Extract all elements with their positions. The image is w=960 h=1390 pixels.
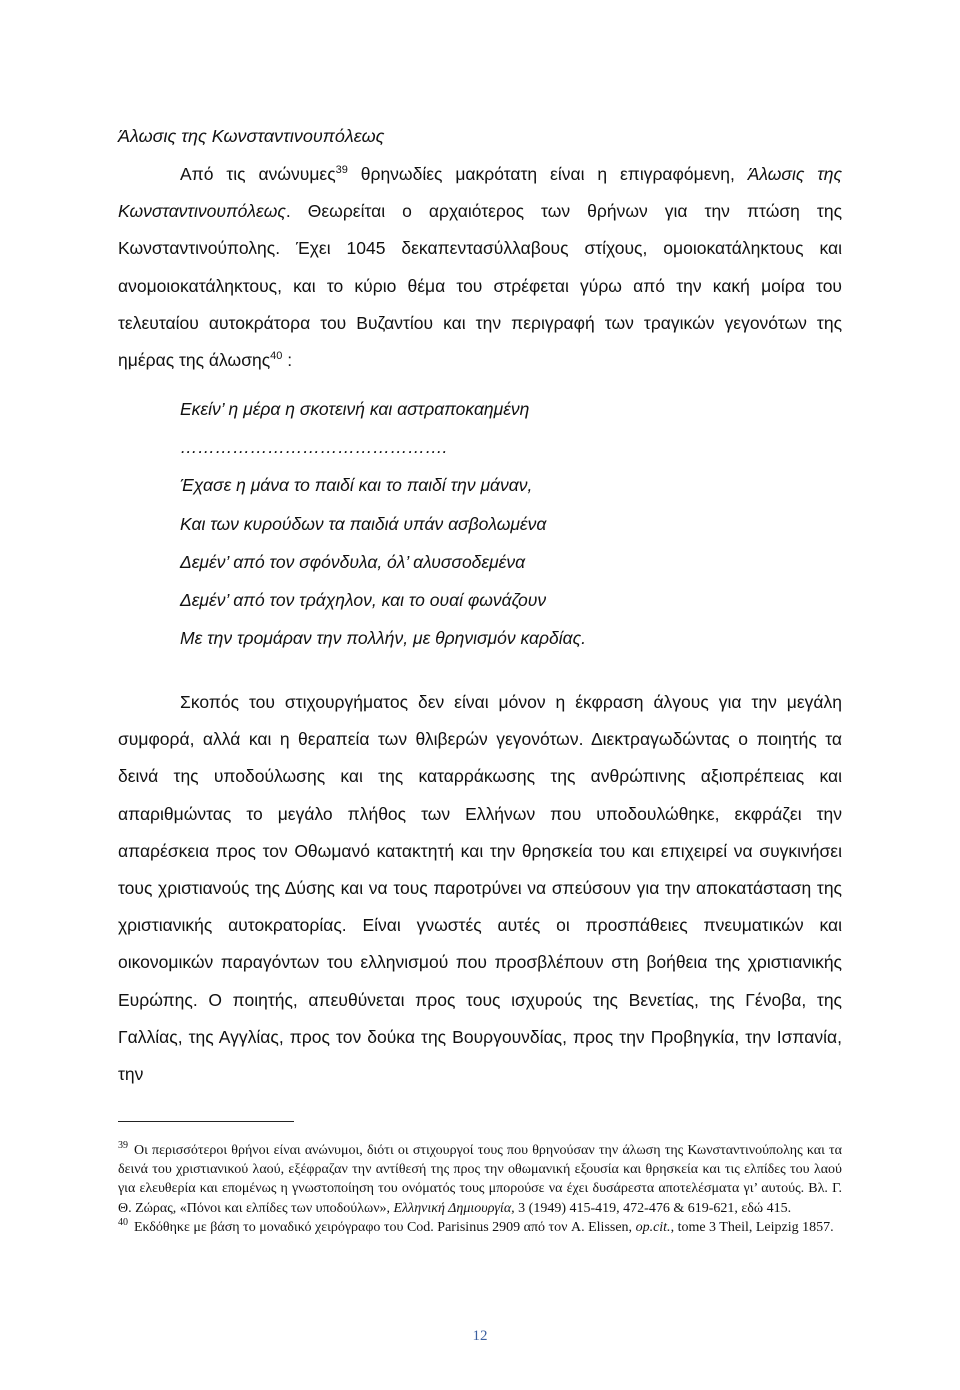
- para1-text-2: θρηνωδίες μακρότατη είναι η επιγραφόμενη,: [347, 164, 748, 184]
- footnote-ref-40[interactable]: 40: [270, 350, 283, 363]
- poem-line: Και των κυρούδων τα παιδιά υπάν ασβολωμένα: [180, 513, 547, 534]
- footnote-ref-39[interactable]: 39: [335, 164, 348, 177]
- footnote-text: Εκδόθηκε με βάση το μοναδικό χειρόγραφο του Cod. Parisinus 2909 από τον A. Elissen,: [134, 1219, 636, 1235]
- footnote-mark: 40: [118, 1217, 128, 1229]
- footnote-text: Οι περισσότεροι θρήνοι είναι ανώνυμοι, διότι οι στιχουργοί τους που θρηνούσαν την άλωση της Κωνσταντινούπολης και τα δεινά του χριστιανικού λαού, εξέφραζαν την αντίθεσή της προς την οθωμανική εξουσία και θρησκεία και τις ελπίδες του λαού για ελευθερία και επομένως η γνωστοποίηση του ονόματός τους μπορούσε να έχει δυσάρεστα αποτελέσματα γι’ αυτούς. Βλ. Γ. Θ. Ζώρας, «Πόνοι και ελπίδες των υποδούλων»,: [118, 1143, 842, 1216]
- footnote-separator: [118, 1121, 294, 1122]
- para1-text-4: :: [282, 350, 293, 371]
- poem-ellipsis-line: ……………………………………….: [180, 437, 448, 458]
- footnote-italic-source: Ελληνική Δημιουργία,: [393, 1200, 515, 1216]
- work-title: Άλωσις της Κωνσταντινουπόλεως: [118, 164, 842, 222]
- para2-text: Σκοπός του στιχουργήματος δεν είναι μόνον η έκφραση άλγους για την μεγάλη συμφορά, αλλά και η θεραπεία των θλιβερών γεγονότων. Διεκτραγωδώντας ο ποιητής τα δεινά της υποδούλωσης και της καταρράκωσης της ανθρώπινης αξιοπρέπειας και απαριθμώντας το μεγάλο πλήθος των Ελλήνων που υποδουλώθηκε, εκφράζει την απαρέσκεια προς τον Οθωμανό κατακτητή και την θρησκεία του και επιχειρεί να συγκινήσει τους χριστιανούς της Δύσης και να τους παροτρύνει να σπεύσουν για την αποκατάσταση της χριστιανικής αυτοκρατορίας. Είναι γνωστές αυτές οι προσπάθειες πνευματικών και οικονομικών παραγόντων του ελληνισμού που προσβλέπουν στη βοήθεια της χριστιανικής Ευρώπης. Ο ποιητής, απευθύνεται προς τους ισχυρούς της Βενετίας, της Γένοβα, της Γαλλίας, της Αγγλίας, προς τον δούκα της Βουργουνδίας, προς την Προβηγκία, την Ισπανία, την: [118, 692, 842, 1085]
- section-heading: Άλωσις της Κωνσταντινουπόλεως: [118, 126, 385, 146]
- footnote-40: [118, 1218, 842, 1237]
- poem-excerpt: [180, 390, 840, 657]
- footnotes: [118, 1141, 842, 1237]
- poem-line: Δεμέν’ από τον σφόνδυλα, όλ’ αλυσσοδεμένα: [180, 551, 526, 572]
- footnote-text: 3 (1949) 415-419, 472-476 & 619-621, εδώ 415.: [514, 1200, 792, 1216]
- body-paragraph-1: [118, 156, 842, 379]
- poem-line: Με την τρομάραν την πολλήν, με θρηνισμόν καρδίας.: [180, 628, 586, 649]
- body-paragraph-2: [118, 684, 842, 1093]
- footnote-italic-source: op.cit.: [635, 1219, 671, 1235]
- poem-line: Έχασε η μάνα το παιδί και το παιδί την μάναν,: [180, 475, 533, 496]
- footnote-mark: 39: [118, 1140, 128, 1152]
- para1-text-3: . Θεωρείται ο αρχαιότερος των θρήνων για την πτώση της Κωνσταντινούπολης. Έχει 1045 δεκαπεντασύλλαβους στίχους, ομοιοκατάληκτους και ανομοιοκατάληκτους, και το κύριο θέμα του στρέφεται γύρω από την κακή μοίρα του τελευταίου αυτοκράτορα του Βυζαντίου και την περιγραφή των τραγικών γεγονότων της ημέρας της άλωσης: [118, 201, 842, 371]
- para1-text-1: Από τις ανώνυμες: [180, 164, 336, 184]
- poem-line: Δεμέν’ από τον τράχηλον, και το ουαί φωνάζουν: [180, 590, 547, 611]
- page-number: 12: [472, 1328, 488, 1344]
- footnote-39: [118, 1141, 842, 1218]
- footnote-text: , tome 3 Theil, Leipzig 1857.: [670, 1219, 834, 1235]
- poem-line: Εκείν’ η μέρα η σκοτεινή και αστραποκαημένη: [180, 399, 530, 419]
